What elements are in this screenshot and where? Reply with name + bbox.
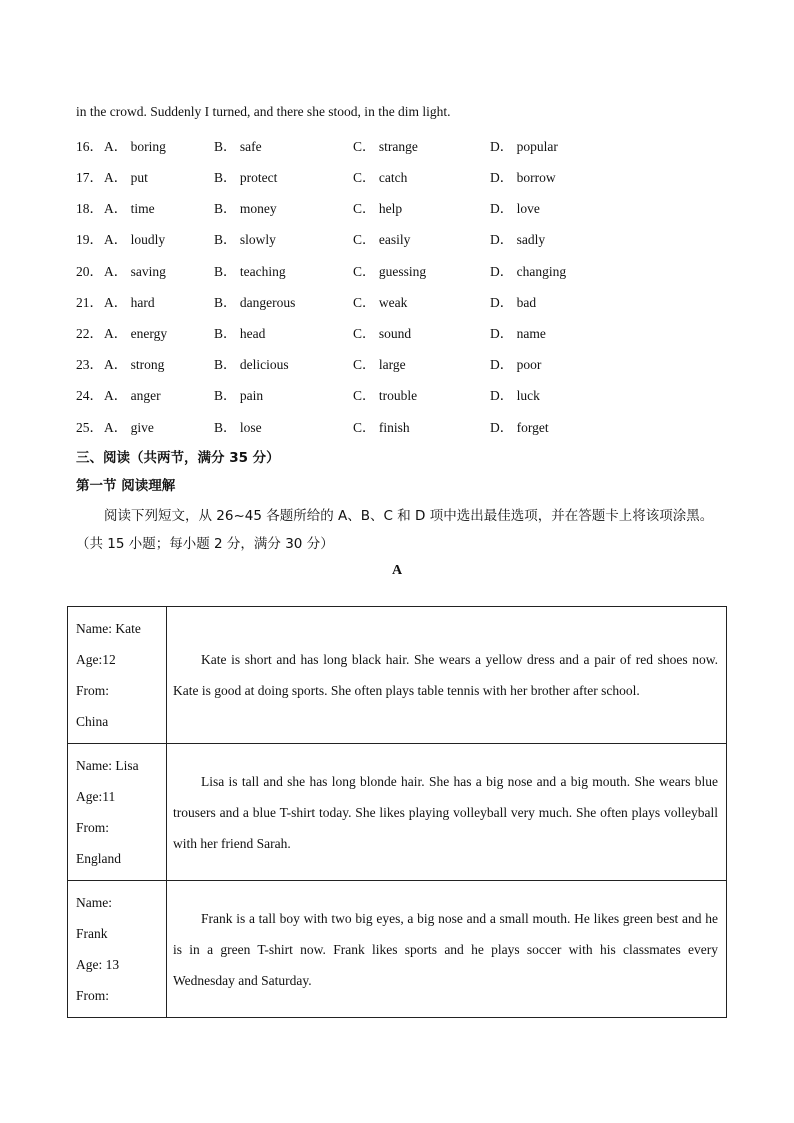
option-a: A． anger (104, 388, 161, 403)
option-a: A． strong (104, 357, 165, 372)
option-a: A． saving (104, 264, 166, 279)
option-d: D． poor (490, 357, 542, 372)
person-name: Frank (76, 926, 108, 941)
question-number: 19． (76, 232, 103, 247)
table-row (68, 881, 727, 1018)
person-from-label: From: (76, 683, 110, 698)
option-d: D． changing (490, 264, 567, 279)
question-number: 17． (76, 170, 103, 185)
option-d: D． borrow (490, 170, 556, 185)
passage-label: A (391, 563, 403, 578)
option-a: A． energy (104, 326, 168, 341)
option-b: B． delicious (214, 357, 289, 372)
person-description: Lisa is tall and she has long blonde hair. She has a big nose and a big mouth. She wears blue trousers and a blue T-shirt today. She likes playing volleyball very much. She often plays volleyball with her friend Sarah. (167, 744, 727, 881)
instruction-line-1: 阅读下列短文，从 26~45 各题所给的 A、B、C 和 D 项中选出最佳选项，并在答题卡上将该项涂黑。 (104, 508, 714, 524)
instruction-line-2: （共 15 小题；每小题 2 分，满分 30 分） (76, 536, 334, 552)
option-c: C． strange (353, 139, 418, 154)
question-number: 23． (76, 357, 103, 372)
option-b: B． teaching (214, 264, 286, 279)
option-c: C． guessing (353, 264, 427, 279)
option-d: D． forget (490, 420, 549, 435)
person-country: China (76, 714, 109, 729)
option-c: C． weak (353, 295, 408, 310)
option-b: B． safe (214, 139, 262, 154)
option-c: C． trouble (353, 388, 418, 403)
option-a: A． boring (104, 139, 166, 154)
option-d: D． sadly (490, 232, 546, 247)
option-a: A． hard (104, 295, 155, 310)
person-age: Age:12 (76, 652, 116, 667)
person-name: Name: Kate (76, 621, 141, 636)
option-d: D． popular (490, 139, 558, 154)
question-number: 18． (76, 201, 103, 216)
option-b: B． lose (214, 420, 262, 435)
option-a: A． time (104, 201, 155, 216)
question-number: 21． (76, 295, 103, 310)
people-table (67, 606, 727, 1018)
section-title: 三、阅读（共两节，满分 35 分） (76, 450, 280, 466)
person-info-cell (68, 744, 167, 881)
person-age: Age: 13 (76, 957, 120, 972)
option-a: A． put (104, 170, 148, 185)
option-c: C． large (353, 357, 406, 372)
option-b: B． money (214, 201, 277, 216)
option-b: B． head (214, 326, 266, 341)
option-c: C． finish (353, 420, 410, 435)
option-b: B． pain (214, 388, 264, 403)
person-info-cell (68, 881, 167, 1018)
person-description: Kate is short and has long black hair. She wears a yellow dress and a pair of red shoes now. Kate is good at doing sports. She often plays table tennis with her brother after school. (167, 607, 727, 744)
question-number: 20． (76, 264, 103, 279)
person-name-label: Name: (76, 895, 112, 910)
person-info-cell (68, 607, 167, 744)
option-a: A． give (104, 420, 154, 435)
person-name: Name: Lisa (76, 758, 139, 773)
option-c: C． easily (353, 232, 411, 247)
option-b: B． slowly (214, 232, 276, 247)
option-d: D． luck (490, 388, 540, 403)
option-d: D． bad (490, 295, 537, 310)
person-from-label: From: (76, 820, 110, 835)
person-from-label: From: (76, 988, 110, 1003)
person-country: England (76, 851, 121, 866)
person-description: Frank is a tall boy with two big eyes, a big nose and a small mouth. He likes green best and he is in a green T-shirt now. Frank likes sports and he plays soccer with his classmates every Wednesday and Saturday. (167, 881, 727, 1018)
option-a: A． loudly (104, 232, 166, 247)
option-d: D． name (490, 326, 546, 341)
subsection-title: 第一节 阅读理解 (76, 478, 176, 494)
question-number: 22． (76, 326, 103, 341)
passage-end-line: in the crowd. Suddenly I turned, and there she stood, in the dim light. (76, 104, 451, 119)
question-number: 25． (76, 420, 103, 435)
option-b: B． protect (214, 170, 278, 185)
person-age: Age:11 (76, 789, 116, 804)
option-b: B． dangerous (214, 295, 296, 310)
option-c: C． help (353, 201, 403, 216)
table-row (68, 744, 727, 881)
option-c: C． catch (353, 170, 408, 185)
question-number: 16． (76, 139, 103, 154)
option-c: C． sound (353, 326, 412, 341)
table-row (68, 607, 727, 744)
question-number: 24． (76, 388, 103, 403)
option-d: D． love (490, 201, 540, 216)
